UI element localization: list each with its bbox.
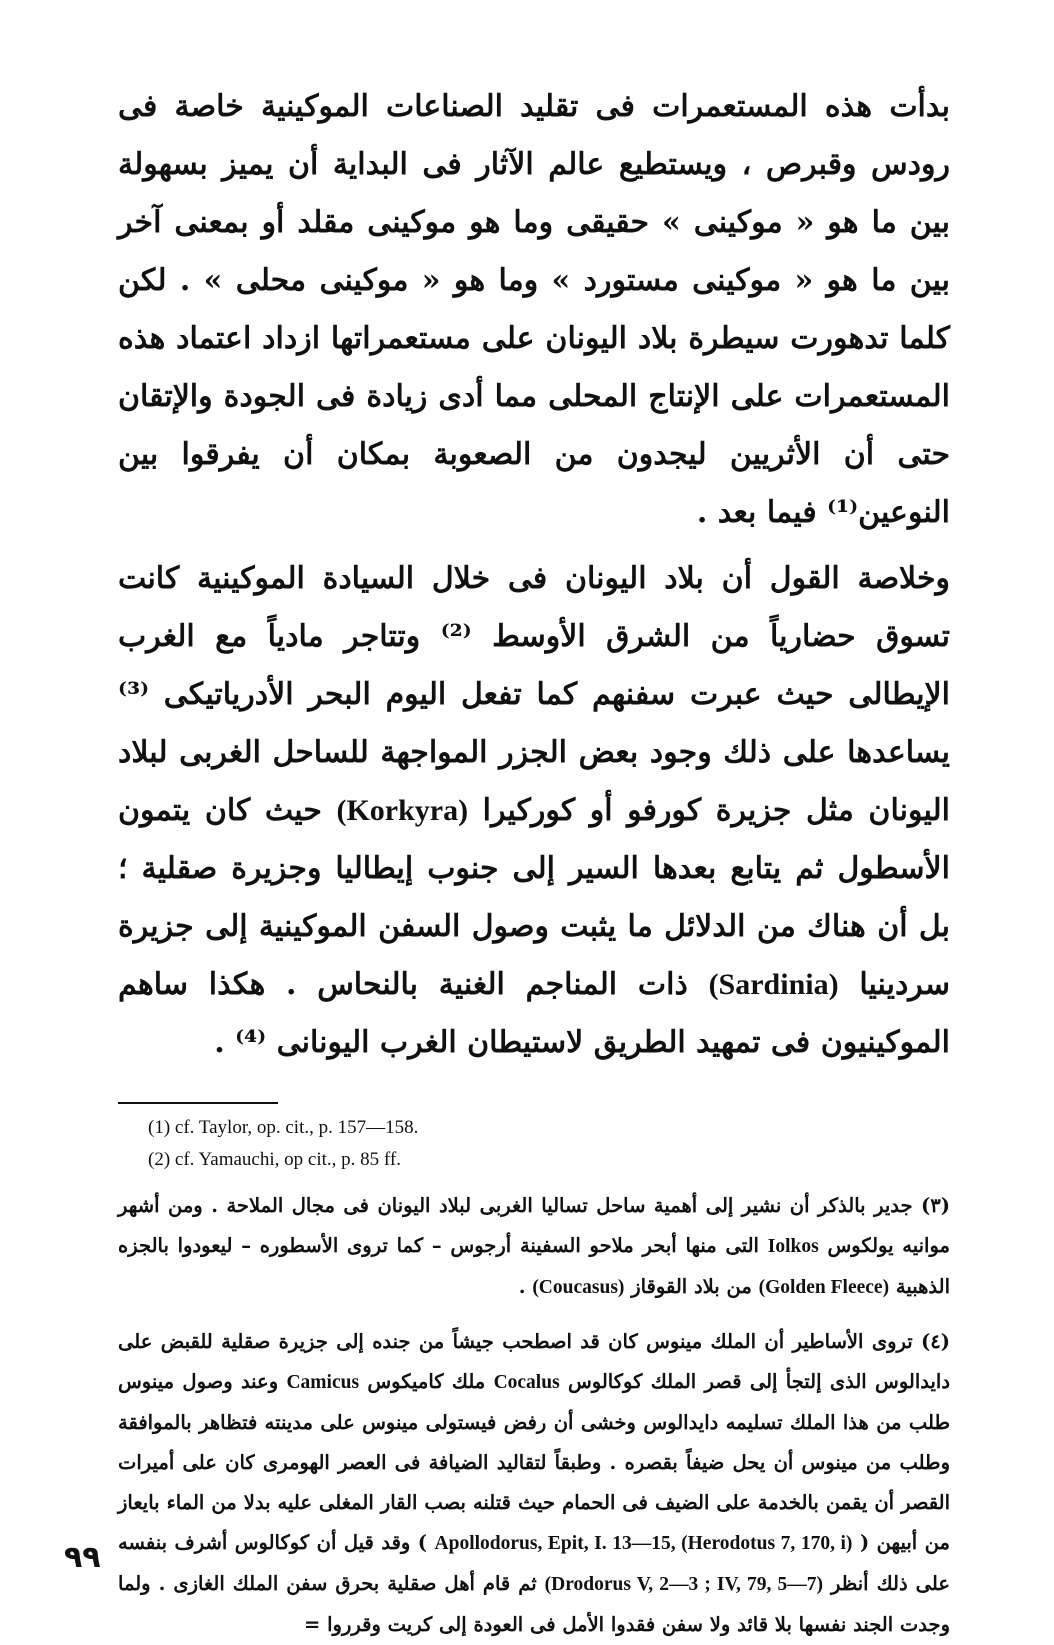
footnote-3 xyxy=(118,1186,950,1308)
footnote-4-part-5: ثم قام أهل صقلية بحرق سفن الملك الغازى . ولما وجدت الجند نفسها بلا قائد ولا سفن فقدوا الأمل فى العودة إلى كريت وقرروا = xyxy=(118,1572,950,1636)
footnote-2: (2) cf. Yamauchi, op cit., p. 85 ff. xyxy=(148,1149,401,1170)
paragraph-2 xyxy=(118,550,950,1072)
latin-coucasus: (Coucasus) xyxy=(532,1277,625,1298)
footnote-4 xyxy=(118,1322,950,1645)
footnote-1: (1) cf. Taylor, op. cit., p. 157—158. xyxy=(148,1117,419,1138)
footnote-3-part-4: . xyxy=(518,1275,526,1298)
latin-camicus: Camicus xyxy=(286,1372,360,1393)
latin-sardinia: (Sardinia) xyxy=(708,968,839,1001)
latin-iolkos: Iolkos xyxy=(767,1236,819,1257)
footnote-4-part-2: ملك كاميكوس xyxy=(367,1370,486,1393)
footnote-4-part-1: (٤) تروى الأساطير أن الملك مينوس كان قد اصطحب جيشاً من جنده إلى جزيرة صقلية للقبض على دايدالوس الذى إلتجأ إلى قصر الملك كوكالوس xyxy=(118,1330,951,1393)
latin-footnotes xyxy=(118,1112,950,1176)
paragraph-1: بدأت هذه المستعمرات فى تقليد الصناعات الموكينية خاصة فى رودس وقبرص ، ويستطيع عالم الآثار فى البداية أن يميز بسهولة بين ما هو « موكينى » حقيقى وما هو موكينى مقلد أو بمعنى آخر بين ما هو « موكينى مستورد » وما هو « موكينى محلى » . لكن كلما تدهورت سيطرة بلاد اليونان على مستعمراتها ازداد اعتماد هذه المستعمرات على الإنتاج المحلى مما أدى زيادة فى الجودة والإتقان حتى أن الأثريين ليجدون من الصعوبة بمكان أن يفرقوا بين النوعين⁽¹⁾ فيما بعد . xyxy=(118,89,950,530)
footnote-4-part-4: ) وقد قيل أن كوكالوس أشرف بنفسه على ذلك أنظر xyxy=(118,1531,950,1595)
latin-golden-fleece: (Golden Fleece) xyxy=(758,1277,890,1298)
latin-korkyra: (Korkyra) xyxy=(336,794,469,827)
latin-drodorus: (Drodorus V, 2—3 ; IV, 79, 5—7) xyxy=(544,1574,823,1595)
footnote-3-part-2: التى منها أبحر ملاحو السفينة أرجوس – كما تروى الأسطوره – ليعودوا بالجزه الذهبية xyxy=(118,1234,950,1298)
footnote-3-part-1: (٣) جدير بالذكر أن نشير إلى أهمية ساحل تساليا الغربى لبلاد اليونان فى مجال الملاحة . ومن أشهر موانيه يولكوس xyxy=(118,1194,950,1257)
footnote-4-part-3: وعند وصول مينوس طلب من هذا الملك تسليمه دايدالوس وخشى أن رفض فيستولى مينوس على مدينته فتظاهر بالموافقة وطلب من مينوس أن يحل ضيفاً بقصره . وطبقاً لتقاليد الضيافة فى العصر الهومرى كان على أميرات القصر أن يقمن بالخدمة على الضيف فى الحمام حيث قتلنه بصب القار المغلى عليه بدلا من الماء بايعاز من أبيهن ( xyxy=(118,1370,950,1554)
paragraph-2-part-3: ذات المناجم الغنية بالنحاس . هكذا ساهم الموكينيون فى تمهيد الطريق لاستيطان الغرب اليونانى ⁽⁴⁾ . xyxy=(118,967,950,1060)
footnote-3-part-3: من بلاد القوقاز xyxy=(631,1275,752,1298)
latin-apollodorus: Apollodorus, Epit, I. 13—15, (Herodotus 7, 170, i) xyxy=(434,1533,853,1554)
footnote-separator xyxy=(118,1102,278,1104)
paragraph-2-part-2: حيث كان يتمون الأسطول ثم يتابع بعدها السير إلى جنوب إيطاليا وجزيرة صقلية ؛ بل أن هناك من الدلائل ما يثبت وصول السفن الموكينية إلى جزيرة سردينيا xyxy=(118,793,950,1002)
latin-cocalus: Cocalus xyxy=(493,1372,560,1393)
arabic-footnotes xyxy=(118,1186,950,1645)
main-text xyxy=(118,78,950,1072)
page-number: ٩٩ xyxy=(64,1540,101,1575)
paragraph-2-part-1: وخلاصة القول أن بلاد اليونان فى خلال السيادة الموكينية كانت تسوق حضارياً من الشرق الأوسط ⁽²⁾ وتتاجر مادياً مع الغرب الإيطالى حيث عبرت سفنهم كما تفعل اليوم البحر الأدرياتيكى ⁽³⁾ يساعدها على ذلك وجود بعض الجزر المواجهة للساحل الغربى لبلاد اليونان مثل جزيرة كورفو أو كوركيرا xyxy=(118,561,950,828)
